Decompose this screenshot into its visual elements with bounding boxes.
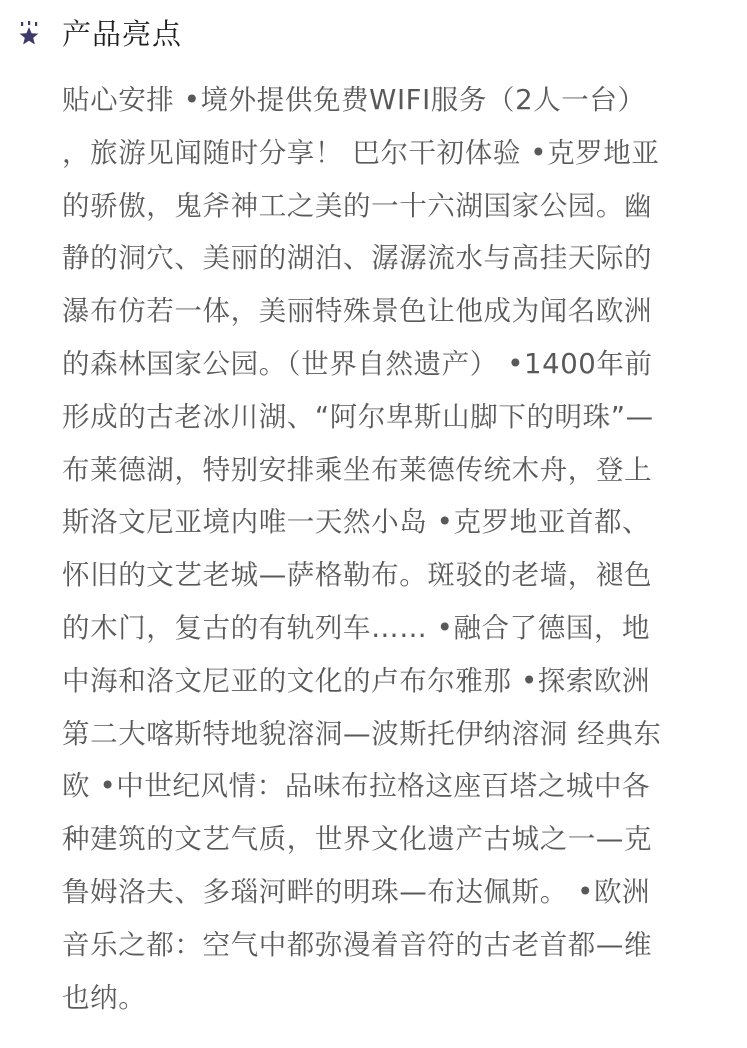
text-line: 形成的古老冰川湖、“阿尔卑斯山脚下的明珠”— xyxy=(62,400,654,433)
text-line: 的骄傲，鬼斧神工之美的一十六湖国家公园。幽 xyxy=(62,189,653,222)
text-line: 的木门，复古的有轨列车…… •融合了德国，地 xyxy=(62,611,651,644)
text-line: 静的洞穴、美丽的湖泊、潺潺流水与高挂天际的 xyxy=(62,242,653,275)
text-line: 欧 •中世纪风情：品味布拉格这座百塔之城中各 xyxy=(62,770,651,803)
product-highlights-text xyxy=(62,74,702,1024)
text-line: 也纳。 xyxy=(62,981,147,1014)
section-title: 产品亮点 xyxy=(62,17,183,51)
text-line: 第二大喀斯特地貌溶洞—波斯托伊纳溶洞 经典东 xyxy=(62,717,662,750)
text-line: 中海和洛文尼亚的文化的卢布尔雅那 •探索欧洲 xyxy=(62,664,651,697)
text-line: 怀旧的文艺老城—萨格勒布。斑驳的老墙，褪色 xyxy=(62,559,653,592)
text-line: 斯洛文尼亚境内唯一天然小岛 •克罗地亚首都、 xyxy=(62,506,651,539)
text-line: 瀑布仿若一体，美丽特殊景色让他成为闻名欧洲 xyxy=(62,295,653,328)
text-line: ，旅游见闻随时分享！ 巴尔干初体验 •克罗地亚 xyxy=(62,136,660,169)
text-line: 种建筑的文艺气质，世界文化遗产古城之一—克 xyxy=(62,823,653,856)
text-line: 布莱德湖，特别安排乘坐布莱德传统木舟，登上 xyxy=(62,453,653,486)
text-line: 的森林国家公园。（世界自然遗产） •1400年前 xyxy=(62,347,653,380)
star-icon xyxy=(16,21,42,47)
section-header xyxy=(16,14,182,54)
text-line: 贴心安排 •境外提供免费WIFI服务（2人一台） xyxy=(62,84,646,116)
text-line: 音乐之都：空气中都弥漫着音符的古老首都—维 xyxy=(62,928,653,961)
text-line: 鲁姆洛夫、多瑙河畔的明珠—布达佩斯。 •欧洲 xyxy=(62,875,651,908)
